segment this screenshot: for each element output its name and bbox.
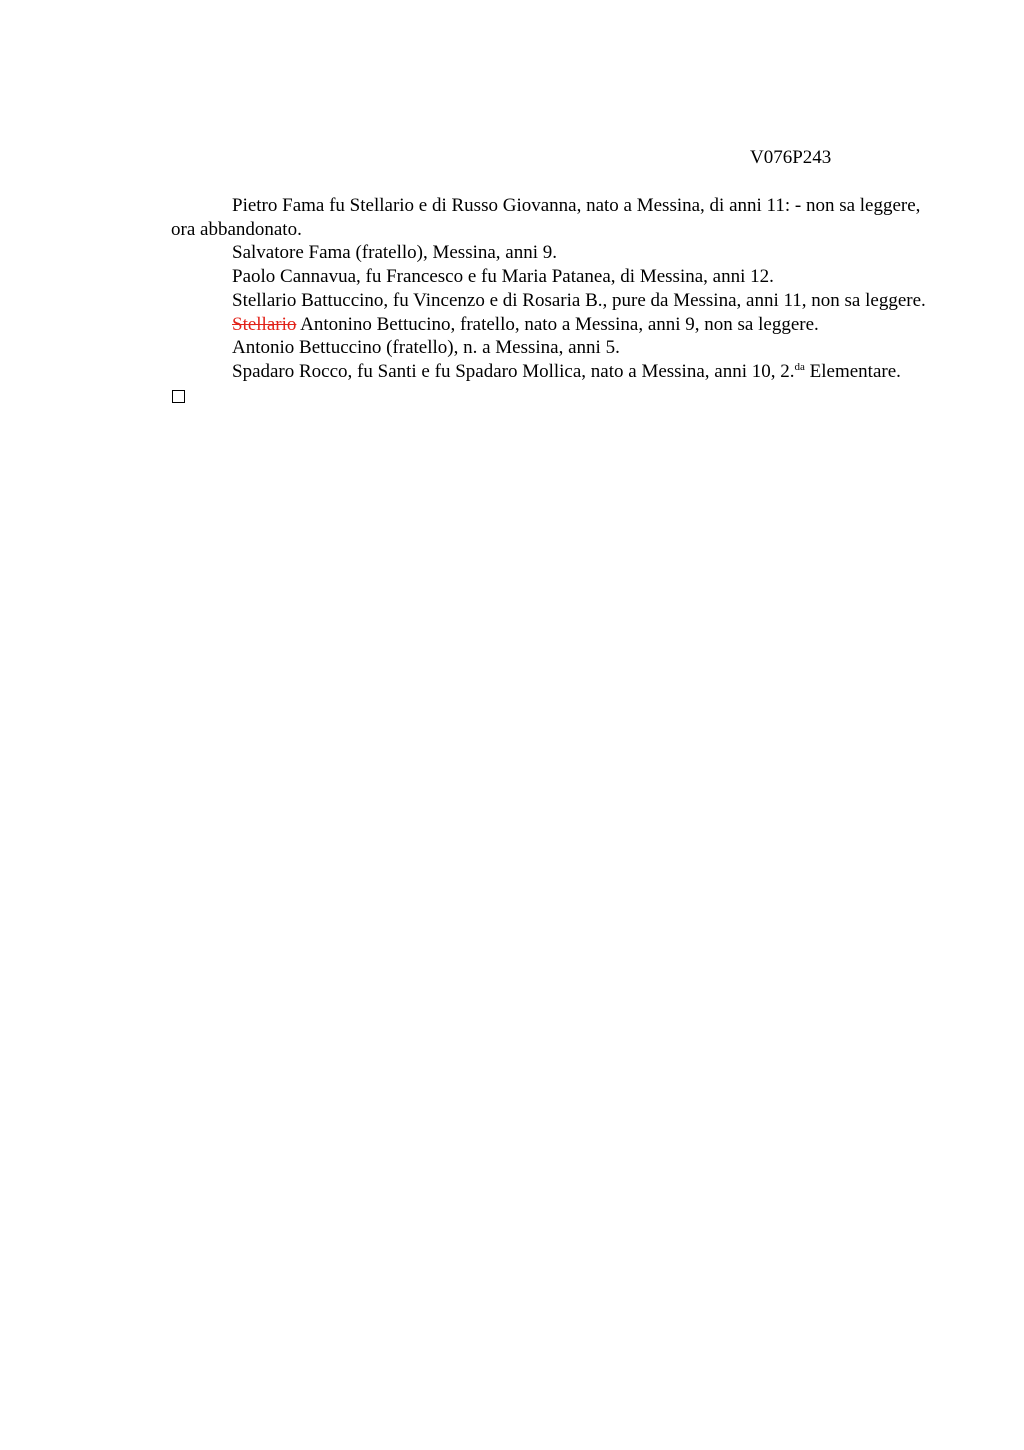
entry-text: Pietro Fama fu Stellario e di Russo Giovanna, nato a Messina, di anni 11: - non sa leggere, ora abbandonato. (171, 195, 921, 240)
entry-text: Antonio Bettuccino (fratello), n. a Messina, anni 5. (232, 337, 620, 359)
entry-text: Paolo Cannavua, fu Francesco e fu Maria Patanea, di Messina, anni 12. (232, 266, 774, 288)
entry-continuation: Elementare. (809, 360, 901, 382)
empty-square-icon (172, 390, 185, 403)
entry-text: Spadaro Rocco, fu Santi e fu Spadaro Mollica, nato a Messina, anni 10, 2. (232, 360, 795, 382)
end-marker (171, 384, 931, 410)
ordinal-superscript: da (794, 360, 805, 373)
entry-salvatore-fama (171, 241, 931, 265)
struck-through-text: Stellario (232, 313, 297, 335)
entry-antonio-bettuccino (171, 336, 931, 360)
entry-stellario-battuccino (171, 289, 931, 313)
document-id: V076P243 (750, 147, 832, 168)
entry-text: Stellario Battuccino, fu Vincenzo e di Rosaria B., pure da Messina, anni 11, non sa leggere. (232, 289, 926, 311)
entry-paolo-cannavua (171, 265, 931, 289)
entry-pietro-fama (171, 194, 931, 241)
entry-text: Antonino Bettucino, fratello, nato a Messina, anni 9, non sa leggere. (300, 313, 819, 335)
document-body (171, 194, 931, 409)
entry-antonino-bettucino (171, 313, 931, 337)
entry-text: Salvatore Fama (fratello), Messina, anni 9. (232, 242, 558, 264)
entry-spadaro-rocco (171, 360, 931, 384)
